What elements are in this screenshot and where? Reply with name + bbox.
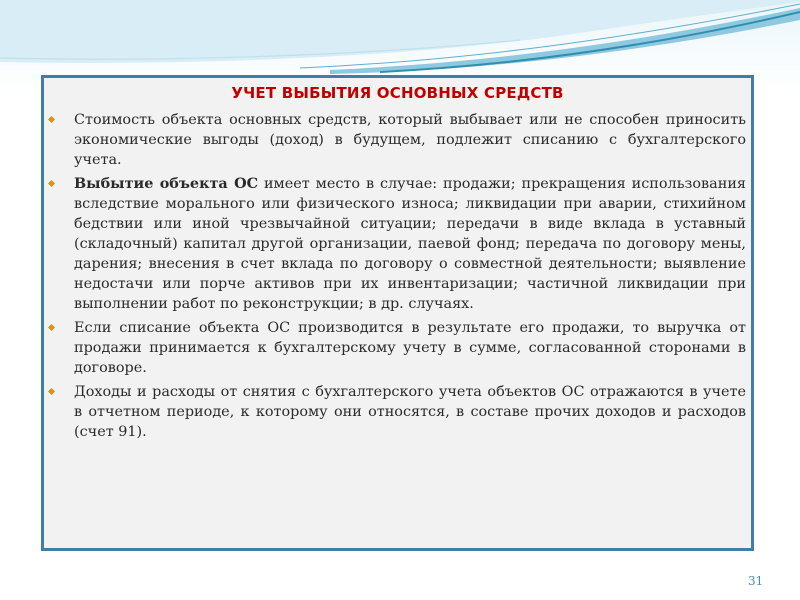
content-frame <box>41 75 754 551</box>
bullet-diamond-icon <box>48 388 55 395</box>
bullet-diamond-icon <box>48 116 55 123</box>
bullet-item <box>74 318 746 378</box>
bullet-text: Доходы и расходы от снятия с бухгалтерского учета объектов ОС отражаются в учете в отчетном периоде, к которому они относятся, в составе прочих доходов и расходов (счет 91). <box>74 384 746 440</box>
bullet-diamond-icon <box>48 324 55 331</box>
bullet-diamond-icon <box>48 180 55 187</box>
bullet-item <box>74 110 746 170</box>
page-number: 31 <box>748 574 764 588</box>
bullet-lead-bold: Выбытие объекта ОС <box>74 175 259 192</box>
bullet-text: Если списание объекта ОС производится в результате его продажи, то выручка от продажи принимается к бухгалтерскому учету в сумме, согласованной сторонами в договоре. <box>74 320 746 376</box>
bullet-text: Стоимость объекта основных средств, который выбывает или не способен приносить экономические выгоды (доход) в будущем, подлежит списанию с бухгалтерского учета. <box>74 112 746 168</box>
bullet-item <box>74 382 746 442</box>
bullet-item <box>74 174 746 314</box>
bullet-list <box>74 110 746 446</box>
slide-title: УЧЕТ ВЫБЫТИЯ ОСНОВНЫХ СРЕДСТВ <box>231 84 564 102</box>
bullet-text: имеет место в случае: продажи; прекращения использования вследствие морального или физического износа; ликвидации при аварии, стихийном бедствии или иной чрезвычайной ситуации; передачи в виде вклада в уставный (складочный) капитал другой организации, паевой фонд; передача по договору мены, дарения; внесения в счет вклада по договору о совместной деятельности; выявление недостачи или порче активов при их инвентаризации; частичной ликвидации при выполнении работ по реконструкции; в др. случаях. <box>74 176 746 312</box>
